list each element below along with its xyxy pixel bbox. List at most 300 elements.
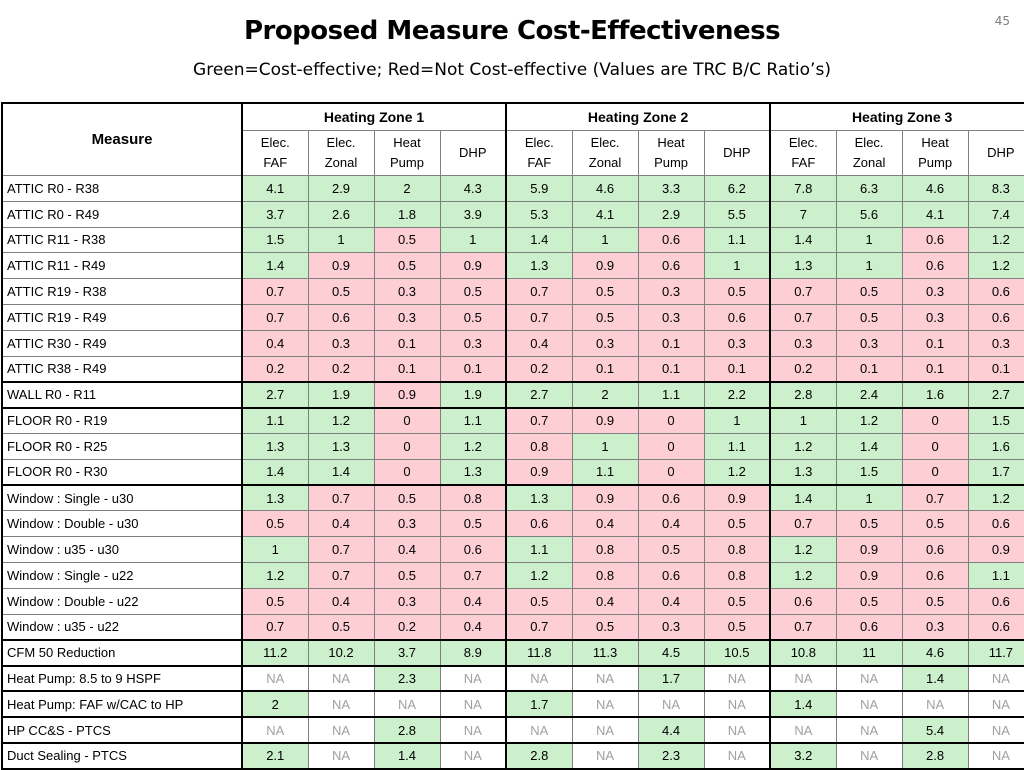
ratio-cell: 0.9 bbox=[836, 562, 902, 588]
ratio-cell: 1.3 bbox=[242, 485, 308, 511]
ratio-cell: 1.4 bbox=[242, 253, 308, 279]
ratio-cell: 1 bbox=[770, 408, 836, 434]
ratio-cell: 4.4 bbox=[638, 717, 704, 743]
ratio-cell: 1 bbox=[704, 253, 770, 279]
ratio-cell: 0.6 bbox=[308, 304, 374, 330]
ratio-cell: 0.4 bbox=[638, 511, 704, 537]
ratio-cell: 0.5 bbox=[374, 562, 440, 588]
ratio-cell: 5.4 bbox=[902, 717, 968, 743]
table-row bbox=[2, 743, 1024, 769]
measure-name-cell: ATTIC R38 - R49 bbox=[2, 356, 242, 382]
table-row bbox=[2, 176, 1024, 202]
table-row bbox=[2, 485, 1024, 511]
ratio-cell: 5.9 bbox=[506, 176, 572, 202]
ratio-cell: 0.4 bbox=[440, 614, 506, 640]
ratio-cell: 0.2 bbox=[506, 356, 572, 382]
ratio-cell: 11.8 bbox=[506, 640, 572, 666]
table-row bbox=[2, 330, 1024, 356]
ratio-cell: 0.9 bbox=[704, 485, 770, 511]
ratio-cell: 3.2 bbox=[770, 743, 836, 769]
ratio-cell: NA bbox=[968, 717, 1024, 743]
ratio-cell: 0.9 bbox=[572, 408, 638, 434]
ratio-cell: 1.4 bbox=[308, 459, 374, 485]
ratio-cell: NA bbox=[374, 691, 440, 717]
cost-effectiveness-table bbox=[1, 102, 1024, 770]
measure-name-cell: HP CC&S - PTCS bbox=[2, 717, 242, 743]
ratio-cell: 0.2 bbox=[770, 356, 836, 382]
ratio-cell: NA bbox=[572, 691, 638, 717]
table-row bbox=[2, 588, 1024, 614]
ratio-cell: 1.2 bbox=[770, 562, 836, 588]
ratio-cell: 2 bbox=[572, 382, 638, 408]
ratio-cell: 11.2 bbox=[242, 640, 308, 666]
ratio-cell: NA bbox=[242, 717, 308, 743]
ratio-cell: 0.3 bbox=[836, 330, 902, 356]
ratio-cell: 1.4 bbox=[770, 691, 836, 717]
ratio-cell: 2.1 bbox=[242, 743, 308, 769]
subheader-elec-zonal-zone-2 bbox=[572, 131, 638, 176]
subheader-line: Heat bbox=[393, 135, 421, 150]
table-row bbox=[2, 201, 1024, 227]
ratio-cell: 0.4 bbox=[506, 330, 572, 356]
subheader-dhp-zone-2 bbox=[704, 131, 770, 176]
table-row bbox=[2, 253, 1024, 279]
table-row bbox=[2, 408, 1024, 434]
ratio-cell: NA bbox=[968, 666, 1024, 692]
ratio-cell: 0.3 bbox=[770, 330, 836, 356]
ratio-cell: NA bbox=[440, 666, 506, 692]
ratio-cell: 0.6 bbox=[770, 588, 836, 614]
ratio-cell: 0.1 bbox=[440, 356, 506, 382]
ratio-cell: 0.2 bbox=[242, 356, 308, 382]
subheader-heat-pump-zone-3 bbox=[902, 131, 968, 176]
ratio-cell: 1.5 bbox=[836, 459, 902, 485]
ratio-cell: 0.1 bbox=[638, 330, 704, 356]
subheader-dhp-zone-1 bbox=[440, 131, 506, 176]
ratio-cell: 11 bbox=[836, 640, 902, 666]
ratio-cell: 0.7 bbox=[308, 537, 374, 563]
ratio-cell: 0.7 bbox=[308, 562, 374, 588]
ratio-cell: 0.5 bbox=[308, 279, 374, 305]
ratio-cell: 0.5 bbox=[242, 511, 308, 537]
ratio-cell: 0.6 bbox=[968, 279, 1024, 305]
ratio-cell: 0.1 bbox=[638, 356, 704, 382]
ratio-cell: 4.6 bbox=[902, 640, 968, 666]
ratio-cell: 0 bbox=[902, 433, 968, 459]
table-row bbox=[2, 459, 1024, 485]
ratio-cell: 0.6 bbox=[638, 562, 704, 588]
subheader-elec-faf-zone-1 bbox=[242, 131, 308, 176]
ratio-cell: 1.2 bbox=[770, 537, 836, 563]
ratio-cell: 1.1 bbox=[704, 433, 770, 459]
ratio-cell: 0.5 bbox=[704, 614, 770, 640]
ratio-cell: 2.7 bbox=[968, 382, 1024, 408]
ratio-cell: 0.3 bbox=[374, 588, 440, 614]
ratio-cell: 1.2 bbox=[242, 562, 308, 588]
ratio-cell: 0.8 bbox=[704, 562, 770, 588]
measure-name-cell: Heat Pump: 8.5 to 9 HSPF bbox=[2, 666, 242, 692]
measure-name-cell: Window : Single - u30 bbox=[2, 485, 242, 511]
ratio-cell: 1.3 bbox=[308, 433, 374, 459]
ratio-cell: 0.5 bbox=[704, 279, 770, 305]
ratio-cell: NA bbox=[770, 717, 836, 743]
ratio-cell: 11.3 bbox=[572, 640, 638, 666]
ratio-cell: 0.7 bbox=[770, 279, 836, 305]
ratio-cell: 0.5 bbox=[572, 279, 638, 305]
ratio-cell: 1.1 bbox=[440, 408, 506, 434]
ratio-cell: 1.9 bbox=[440, 382, 506, 408]
ratio-cell: 2.7 bbox=[242, 382, 308, 408]
ratio-cell: 1 bbox=[242, 537, 308, 563]
ratio-cell: 10.2 bbox=[308, 640, 374, 666]
ratio-cell: 4.1 bbox=[902, 201, 968, 227]
ratio-cell: 3.7 bbox=[242, 201, 308, 227]
slide-subtitle: Green=Cost-effective; Red=Not Cost-effective (Values are TRC B/C Ratio’s) bbox=[193, 60, 831, 80]
subheader-line: Elec. bbox=[854, 135, 884, 150]
measure-column-header: Measure bbox=[2, 103, 242, 176]
ratio-cell: 0.7 bbox=[770, 304, 836, 330]
ratio-cell: 8.9 bbox=[440, 640, 506, 666]
ratio-cell: 0.5 bbox=[902, 588, 968, 614]
ratio-cell: NA bbox=[242, 666, 308, 692]
ratio-cell: 1 bbox=[440, 227, 506, 253]
subheader-heat-pump-zone-1 bbox=[374, 131, 440, 176]
ratio-cell: 1.4 bbox=[770, 485, 836, 511]
ratio-cell: 10.5 bbox=[704, 640, 770, 666]
ratio-cell: 0.3 bbox=[638, 279, 704, 305]
ratio-cell: 0.7 bbox=[242, 279, 308, 305]
ratio-cell: 0 bbox=[374, 459, 440, 485]
slide-title: Proposed Measure Cost-Effectiveness bbox=[243, 16, 781, 46]
ratio-cell: 1.2 bbox=[704, 459, 770, 485]
ratio-cell: 0.5 bbox=[440, 279, 506, 305]
ratio-cell: 3.9 bbox=[440, 201, 506, 227]
subheader-line: DHP bbox=[987, 145, 1015, 160]
ratio-cell: 0.5 bbox=[374, 253, 440, 279]
ratio-cell: 0.9 bbox=[506, 459, 572, 485]
zone-header-1: Heating Zone 1 bbox=[242, 103, 506, 131]
ratio-cell: 4.5 bbox=[638, 640, 704, 666]
ratio-cell: 0.6 bbox=[968, 304, 1024, 330]
ratio-cell: 5.3 bbox=[506, 201, 572, 227]
ratio-cell: 0.3 bbox=[902, 304, 968, 330]
ratio-cell: 0.6 bbox=[506, 511, 572, 537]
ratio-cell: 2.3 bbox=[374, 666, 440, 692]
ratio-cell: 1.1 bbox=[638, 382, 704, 408]
ratio-cell: NA bbox=[968, 691, 1024, 717]
ratio-cell: 0.7 bbox=[770, 614, 836, 640]
ratio-cell: NA bbox=[638, 691, 704, 717]
measure-name-cell: FLOOR R0 - R19 bbox=[2, 408, 242, 434]
ratio-cell: 1.2 bbox=[440, 433, 506, 459]
subheader-line: Elec. bbox=[590, 135, 620, 150]
subheader-line: Zonal bbox=[588, 155, 622, 170]
ratio-cell: 2.7 bbox=[506, 382, 572, 408]
ratio-cell: 10.8 bbox=[770, 640, 836, 666]
table-row bbox=[2, 227, 1024, 253]
ratio-cell: 0.5 bbox=[440, 511, 506, 537]
ratio-cell: 0.9 bbox=[374, 382, 440, 408]
ratio-cell: 0.7 bbox=[242, 304, 308, 330]
table-row bbox=[2, 279, 1024, 305]
ratio-cell: NA bbox=[836, 691, 902, 717]
ratio-cell: 0.3 bbox=[638, 614, 704, 640]
ratio-cell: 0.1 bbox=[374, 330, 440, 356]
ratio-cell: 0.7 bbox=[506, 408, 572, 434]
measure-name-cell: Window : Single - u22 bbox=[2, 562, 242, 588]
table-row bbox=[2, 433, 1024, 459]
ratio-cell: 0.7 bbox=[506, 304, 572, 330]
ratio-cell: 0.3 bbox=[374, 304, 440, 330]
ratio-cell: 0.5 bbox=[506, 588, 572, 614]
measure-name-cell: Window : Double - u30 bbox=[2, 511, 242, 537]
ratio-cell: 1.4 bbox=[836, 433, 902, 459]
ratio-cell: NA bbox=[308, 743, 374, 769]
subheader-line: FAF bbox=[527, 155, 552, 170]
subheader-line: Elec. bbox=[326, 135, 356, 150]
ratio-cell: NA bbox=[572, 717, 638, 743]
zone-header-2: Heating Zone 2 bbox=[506, 103, 770, 131]
ratio-cell: 1.2 bbox=[308, 408, 374, 434]
ratio-cell: 0.6 bbox=[968, 511, 1024, 537]
ratio-cell: 1.3 bbox=[506, 485, 572, 511]
subheader-dhp-zone-3 bbox=[968, 131, 1024, 176]
ratio-cell: 0.2 bbox=[308, 356, 374, 382]
ratio-cell: 1.8 bbox=[374, 201, 440, 227]
ratio-cell: 1.2 bbox=[506, 562, 572, 588]
ratio-cell: 1.3 bbox=[242, 433, 308, 459]
ratio-cell: 2.8 bbox=[506, 743, 572, 769]
ratio-cell: 0.7 bbox=[440, 562, 506, 588]
ratio-cell: 0.6 bbox=[902, 253, 968, 279]
ratio-cell: 0.6 bbox=[638, 253, 704, 279]
table-row bbox=[2, 614, 1024, 640]
ratio-cell: 0.3 bbox=[572, 330, 638, 356]
subheader-line: Pump bbox=[918, 155, 953, 170]
ratio-cell: 0 bbox=[902, 408, 968, 434]
ratio-cell: 0.3 bbox=[704, 330, 770, 356]
ratio-cell: 0.9 bbox=[572, 485, 638, 511]
ratio-cell: 2 bbox=[374, 176, 440, 202]
ratio-cell: 0.1 bbox=[572, 356, 638, 382]
ratio-cell: 0 bbox=[638, 459, 704, 485]
ratio-cell: 0.6 bbox=[440, 537, 506, 563]
ratio-cell: 1.1 bbox=[242, 408, 308, 434]
ratio-cell: 5.5 bbox=[704, 201, 770, 227]
ratio-cell: 2.4 bbox=[836, 382, 902, 408]
ratio-cell: 0.4 bbox=[572, 511, 638, 537]
ratio-cell: NA bbox=[836, 717, 902, 743]
ratio-cell: 0.3 bbox=[374, 279, 440, 305]
slide-number: 45 bbox=[994, 14, 1010, 28]
ratio-cell: 0.8 bbox=[704, 537, 770, 563]
ratio-cell: 2.8 bbox=[770, 382, 836, 408]
ratio-cell: 1.1 bbox=[506, 537, 572, 563]
ratio-cell: 1.6 bbox=[968, 433, 1024, 459]
ratio-cell: 0.5 bbox=[374, 227, 440, 253]
ratio-cell: 0 bbox=[374, 433, 440, 459]
ratio-cell: 0.4 bbox=[440, 588, 506, 614]
ratio-cell: 0.5 bbox=[638, 537, 704, 563]
ratio-cell: 0.3 bbox=[374, 511, 440, 537]
subheader-line: FAF bbox=[263, 155, 288, 170]
ratio-cell: 0.5 bbox=[836, 304, 902, 330]
ratio-cell: NA bbox=[704, 691, 770, 717]
ratio-cell: NA bbox=[836, 666, 902, 692]
ratio-cell: 1.2 bbox=[836, 408, 902, 434]
ratio-cell: NA bbox=[506, 717, 572, 743]
ratio-cell: 0.1 bbox=[374, 356, 440, 382]
ratio-cell: 1.4 bbox=[902, 666, 968, 692]
ratio-cell: 1 bbox=[836, 485, 902, 511]
ratio-cell: 1 bbox=[704, 408, 770, 434]
ratio-cell: 1.7 bbox=[506, 691, 572, 717]
measure-name-cell: ATTIC R0 - R38 bbox=[2, 176, 242, 202]
ratio-cell: 0.3 bbox=[638, 304, 704, 330]
ratio-cell: 0.5 bbox=[836, 279, 902, 305]
ratio-cell: 1 bbox=[836, 253, 902, 279]
ratio-cell: 0.6 bbox=[638, 227, 704, 253]
ratio-cell: 4.1 bbox=[242, 176, 308, 202]
ratio-cell: 0.6 bbox=[902, 227, 968, 253]
ratio-cell: 1.1 bbox=[572, 459, 638, 485]
ratio-cell: 0.6 bbox=[902, 537, 968, 563]
ratio-cell: 1.2 bbox=[968, 253, 1024, 279]
ratio-cell: 0.3 bbox=[902, 614, 968, 640]
ratio-cell: 0.6 bbox=[902, 562, 968, 588]
ratio-cell: NA bbox=[440, 691, 506, 717]
measure-name-cell: ATTIC R30 - R49 bbox=[2, 330, 242, 356]
ratio-cell: NA bbox=[440, 743, 506, 769]
ratio-cell: 0.9 bbox=[968, 537, 1024, 563]
ratio-cell: 1.4 bbox=[770, 227, 836, 253]
cost-effectiveness-table-container bbox=[1, 102, 1023, 770]
ratio-cell: 6.2 bbox=[704, 176, 770, 202]
table-row bbox=[2, 304, 1024, 330]
ratio-cell: 0.9 bbox=[836, 537, 902, 563]
ratio-cell: 0 bbox=[374, 408, 440, 434]
ratio-cell: 2.2 bbox=[704, 382, 770, 408]
ratio-cell: 0.4 bbox=[308, 588, 374, 614]
ratio-cell: 0.5 bbox=[836, 588, 902, 614]
measure-name-cell: ATTIC R0 - R49 bbox=[2, 201, 242, 227]
table-row bbox=[2, 562, 1024, 588]
ratio-cell: 0.5 bbox=[704, 588, 770, 614]
ratio-cell: NA bbox=[572, 666, 638, 692]
measure-name-cell: CFM 50 Reduction bbox=[2, 640, 242, 666]
measure-name-cell: FLOOR R0 - R30 bbox=[2, 459, 242, 485]
ratio-cell: NA bbox=[704, 666, 770, 692]
ratio-cell: 0.5 bbox=[572, 614, 638, 640]
ratio-cell: 0.8 bbox=[506, 433, 572, 459]
subheader-line: DHP bbox=[459, 145, 487, 160]
ratio-cell: 2.6 bbox=[308, 201, 374, 227]
ratio-cell: 1.6 bbox=[902, 382, 968, 408]
ratio-cell: 0.3 bbox=[902, 279, 968, 305]
ratio-cell: 0.5 bbox=[704, 511, 770, 537]
ratio-cell: 0.8 bbox=[440, 485, 506, 511]
ratio-cell: 0.7 bbox=[242, 614, 308, 640]
ratio-cell: 1.7 bbox=[638, 666, 704, 692]
table-row bbox=[2, 537, 1024, 563]
subheader-line: Pump bbox=[654, 155, 689, 170]
ratio-cell: 0.4 bbox=[374, 537, 440, 563]
subheader-line: Heat bbox=[921, 135, 949, 150]
ratio-cell: 0.6 bbox=[638, 485, 704, 511]
ratio-cell: 1.4 bbox=[374, 743, 440, 769]
ratio-cell: 1.5 bbox=[242, 227, 308, 253]
ratio-cell: NA bbox=[308, 691, 374, 717]
ratio-cell: 0.9 bbox=[440, 253, 506, 279]
ratio-cell: 3.3 bbox=[638, 176, 704, 202]
ratio-cell: NA bbox=[770, 666, 836, 692]
zone-header-row bbox=[2, 103, 1024, 131]
ratio-cell: 0.9 bbox=[308, 253, 374, 279]
ratio-cell: NA bbox=[902, 691, 968, 717]
ratio-cell: 0.7 bbox=[506, 614, 572, 640]
ratio-cell: 0.8 bbox=[572, 537, 638, 563]
ratio-cell: NA bbox=[308, 666, 374, 692]
table-row bbox=[2, 356, 1024, 382]
ratio-cell: 4.6 bbox=[572, 176, 638, 202]
ratio-cell: 0.3 bbox=[440, 330, 506, 356]
ratio-cell: 2.8 bbox=[374, 717, 440, 743]
ratio-cell: 1 bbox=[836, 227, 902, 253]
ratio-cell: NA bbox=[836, 743, 902, 769]
ratio-cell: 0.1 bbox=[836, 356, 902, 382]
ratio-cell: 0.6 bbox=[704, 304, 770, 330]
ratio-cell: NA bbox=[704, 743, 770, 769]
ratio-cell: 4.1 bbox=[572, 201, 638, 227]
ratio-cell: 0.4 bbox=[638, 588, 704, 614]
ratio-cell: 0.7 bbox=[506, 279, 572, 305]
ratio-cell: 1.4 bbox=[506, 227, 572, 253]
ratio-cell: 0.5 bbox=[572, 304, 638, 330]
subheader-line: Zonal bbox=[324, 155, 358, 170]
ratio-cell: 1.9 bbox=[308, 382, 374, 408]
ratio-cell: 6.3 bbox=[836, 176, 902, 202]
ratio-cell: 1 bbox=[572, 433, 638, 459]
ratio-cell: 2.9 bbox=[308, 176, 374, 202]
ratio-cell: 0.3 bbox=[968, 330, 1024, 356]
ratio-cell: 7.4 bbox=[968, 201, 1024, 227]
subheader-line: DHP bbox=[723, 145, 751, 160]
ratio-cell: 1.1 bbox=[704, 227, 770, 253]
measure-name-cell: ATTIC R19 - R49 bbox=[2, 304, 242, 330]
ratio-cell: 0.6 bbox=[968, 588, 1024, 614]
ratio-cell: NA bbox=[308, 717, 374, 743]
ratio-cell: 1.5 bbox=[968, 408, 1024, 434]
ratio-cell: 0.1 bbox=[704, 356, 770, 382]
ratio-cell: 8.3 bbox=[968, 176, 1024, 202]
ratio-cell: 0.7 bbox=[902, 485, 968, 511]
subheader-elec-zonal-zone-3 bbox=[836, 131, 902, 176]
ratio-cell: 1.2 bbox=[770, 433, 836, 459]
subheader-line: FAF bbox=[791, 155, 816, 170]
subheader-line: Elec. bbox=[524, 135, 554, 150]
measure-name-cell: ATTIC R11 - R49 bbox=[2, 253, 242, 279]
ratio-cell: 4.6 bbox=[902, 176, 968, 202]
ratio-cell: NA bbox=[572, 743, 638, 769]
ratio-cell: 0.8 bbox=[572, 562, 638, 588]
ratio-cell: 2.9 bbox=[638, 201, 704, 227]
ratio-cell: 0.5 bbox=[440, 304, 506, 330]
subheader-elec-faf-zone-2 bbox=[506, 131, 572, 176]
ratio-cell: 1.3 bbox=[440, 459, 506, 485]
ratio-cell: NA bbox=[704, 717, 770, 743]
ratio-cell: 7 bbox=[770, 201, 836, 227]
subheader-elec-faf-zone-3 bbox=[770, 131, 836, 176]
